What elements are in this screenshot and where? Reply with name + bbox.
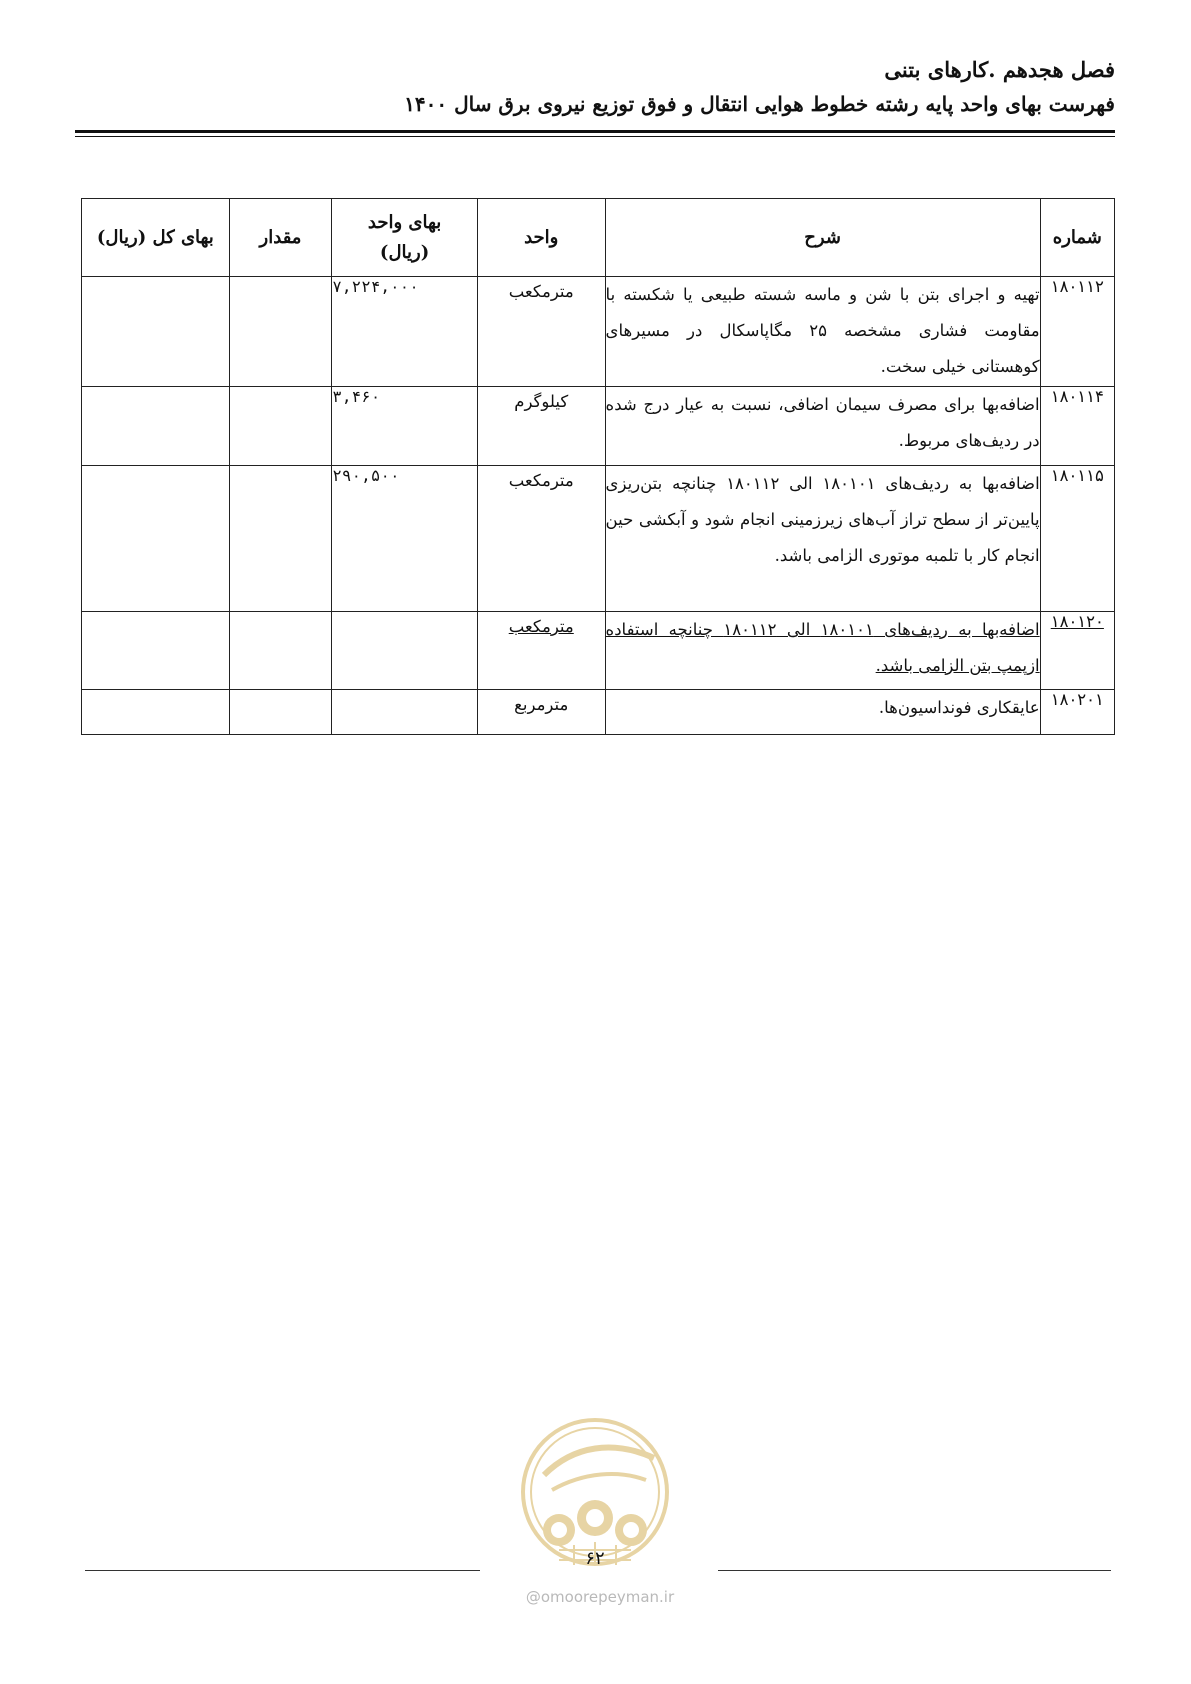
row-quantity xyxy=(229,277,331,387)
footer-rule-left xyxy=(85,1570,480,1571)
row-description: اضافه‌بها به ردیف‌های ۱۸۰۱۰۱ الی ۱۸۰۱۱۲ چنانچه استفاده ازپمپ بتن الزامی باشد. xyxy=(605,612,1040,690)
unit-price-header-line2: (ریال) xyxy=(379,241,430,263)
row-quantity xyxy=(229,466,331,612)
column-header-quantity: مقدار xyxy=(229,199,331,277)
row-unit xyxy=(477,466,605,612)
row-number: ۱۸۰۱۱۵ xyxy=(1040,466,1114,612)
table-header-row xyxy=(82,199,1115,277)
row-quantity xyxy=(229,612,331,690)
row-unit-price: ۳,۴۶۰ xyxy=(332,387,478,466)
unit-price-header-line1: بهای واحد xyxy=(367,211,442,233)
row-total xyxy=(82,612,230,690)
row-unit-text: مترمکعب xyxy=(508,282,574,301)
footer-rule-right xyxy=(718,1570,1111,1571)
row-total xyxy=(82,690,230,735)
header-rule-thin xyxy=(75,136,1115,137)
table-row xyxy=(82,612,1115,690)
row-description: اضافه‌بها به ردیف‌های ۱۸۰۱۰۱ الی ۱۸۰۱۱۲ چنانچه بتن‌ریزی پایین‌تر از سطح تراز آب‌های زیرزمینی انجام شود و آبکشی حین انجام کار با تلمبه موتوری الزامی باشد. xyxy=(605,466,1040,612)
row-quantity xyxy=(229,387,331,466)
row-unit-price: ۷,۲۲۴,۰۰۰ xyxy=(332,277,478,387)
column-header-number: شماره xyxy=(1040,199,1114,277)
row-unit xyxy=(477,387,605,466)
row-description: تهیه و اجرای بتن با شن و ماسه شسته طبیعی یا شکسته با مقاومت فشاری مشخصه ۲۵ مگاپاسکال در مسیرهای کوهستانی خیلی سخت. xyxy=(605,277,1040,387)
row-description: عایقکاری فونداسیون‌ها. xyxy=(605,690,1040,735)
row-unit xyxy=(477,277,605,387)
row-quantity xyxy=(229,690,331,735)
row-number: ۱۸۰۱۲۰ xyxy=(1040,612,1114,690)
row-number: ۱۸۰۱۱۴ xyxy=(1040,387,1114,466)
table-row xyxy=(82,466,1115,612)
row-unit-price xyxy=(332,690,478,735)
table-row xyxy=(82,690,1115,735)
row-unit-text: مترمربع xyxy=(514,695,569,714)
row-unit xyxy=(477,690,605,735)
row-unit-text: کیلوگرم xyxy=(514,392,569,411)
website-watermark: @omoorepeyman.ir xyxy=(525,1588,675,1606)
column-header-total: بهای کل (ریال) xyxy=(82,199,230,277)
document-subtitle: فهرست بهای واحد پایه رشته خطوط هوایی انتقال و فوق توزیع نیروی برق سال ۱۴۰۰ xyxy=(404,92,1115,116)
table-row xyxy=(82,387,1115,466)
row-unit-price xyxy=(332,612,478,690)
column-header-unit: واحد xyxy=(477,199,605,277)
table-row xyxy=(82,277,1115,387)
header-rule-thick xyxy=(75,130,1115,133)
row-unit-text: مترمکعب xyxy=(508,617,574,636)
page-number: ۶۲ xyxy=(585,1548,605,1569)
column-header-unit-price xyxy=(332,199,478,277)
row-total xyxy=(82,387,230,466)
row-unit-price: ۲۹۰,۵۰۰ xyxy=(332,466,478,612)
row-number: ۱۸۰۲۰۱ xyxy=(1040,690,1114,735)
price-list-table xyxy=(81,198,1115,735)
row-number: ۱۸۰۱۱۲ xyxy=(1040,277,1114,387)
chapter-title: فصل هجدهم .کارهای بتنی xyxy=(884,57,1115,82)
row-total xyxy=(82,277,230,387)
column-header-description: شرح xyxy=(605,199,1040,277)
page-header xyxy=(70,55,1115,119)
row-unit-text: مترمکعب xyxy=(508,471,574,490)
row-description: اضافه‌بها برای مصرف سیمان اضافی، نسبت به عیار درج شده در ردیف‌های مربوط. xyxy=(605,387,1040,466)
row-total xyxy=(82,466,230,612)
row-unit xyxy=(477,612,605,690)
